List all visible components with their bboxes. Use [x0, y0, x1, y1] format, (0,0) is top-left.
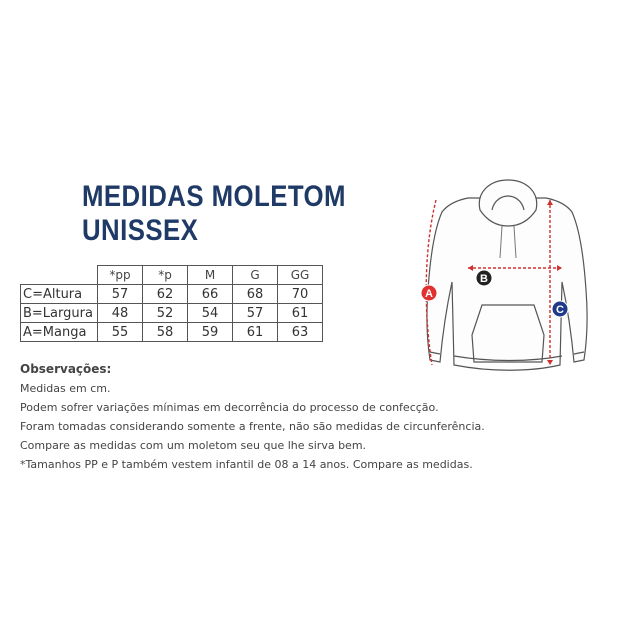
table-cell: 61	[233, 323, 278, 342]
title-line-2: UNISSEX	[82, 214, 199, 247]
note-line: Compare as medidas com um moletom seu que lhe sirva bem.	[20, 439, 367, 452]
size-header-pp: *pp	[98, 266, 143, 285]
row-label-altura: C=Altura	[21, 285, 98, 304]
table-row-manga	[21, 323, 323, 342]
marker-c	[552, 301, 568, 317]
size-header-m: M	[188, 266, 233, 285]
notes-heading: Observações:	[20, 362, 112, 376]
svg-text:B: B	[480, 273, 488, 285]
table-cell: 48	[98, 304, 143, 323]
table-cell: 61	[278, 304, 323, 323]
table-cell: 59	[188, 323, 233, 342]
table-cell: 70	[278, 285, 323, 304]
note-line: *Tamanhos PP e P também vestem infantil de 08 a 14 anos. Compare as medidas.	[20, 458, 473, 471]
hoodie-outline	[427, 180, 587, 370]
table-cell: 57	[98, 285, 143, 304]
note-line: Medidas em cm.	[20, 382, 111, 395]
size-header-row	[21, 266, 323, 285]
table-cell: 68	[233, 285, 278, 304]
size-header-gg: GG	[278, 266, 323, 285]
table-cell: 54	[188, 304, 233, 323]
svg-text:A: A	[425, 288, 433, 300]
table-cell: 66	[188, 285, 233, 304]
svg-text:C: C	[556, 304, 564, 316]
size-table	[20, 265, 323, 342]
table-cell: 62	[143, 285, 188, 304]
hoodie-diagram	[410, 170, 610, 385]
note-line: Podem sofrer variações mínimas em decorrência do processo de confecção.	[20, 401, 439, 414]
table-cell: 52	[143, 304, 188, 323]
table-cell: 55	[98, 323, 143, 342]
note-line: Foram tomadas considerando somente a frente, não são medidas de circunferência.	[20, 420, 485, 433]
title-line-1: MEDIDAS MOLETOM	[82, 180, 346, 213]
table-row-largura	[21, 304, 323, 323]
table-cell: 57	[233, 304, 278, 323]
table-cell: 58	[143, 323, 188, 342]
row-label-largura: B=Largura	[21, 304, 98, 323]
size-header-p: *p	[143, 266, 188, 285]
marker-b	[476, 270, 492, 286]
page-title	[82, 180, 346, 248]
table-row-altura	[21, 285, 323, 304]
marker-a	[421, 285, 437, 301]
table-cell: 63	[278, 323, 323, 342]
size-header-g: G	[233, 266, 278, 285]
corner-cell	[21, 266, 98, 285]
row-label-manga: A=Manga	[21, 323, 98, 342]
